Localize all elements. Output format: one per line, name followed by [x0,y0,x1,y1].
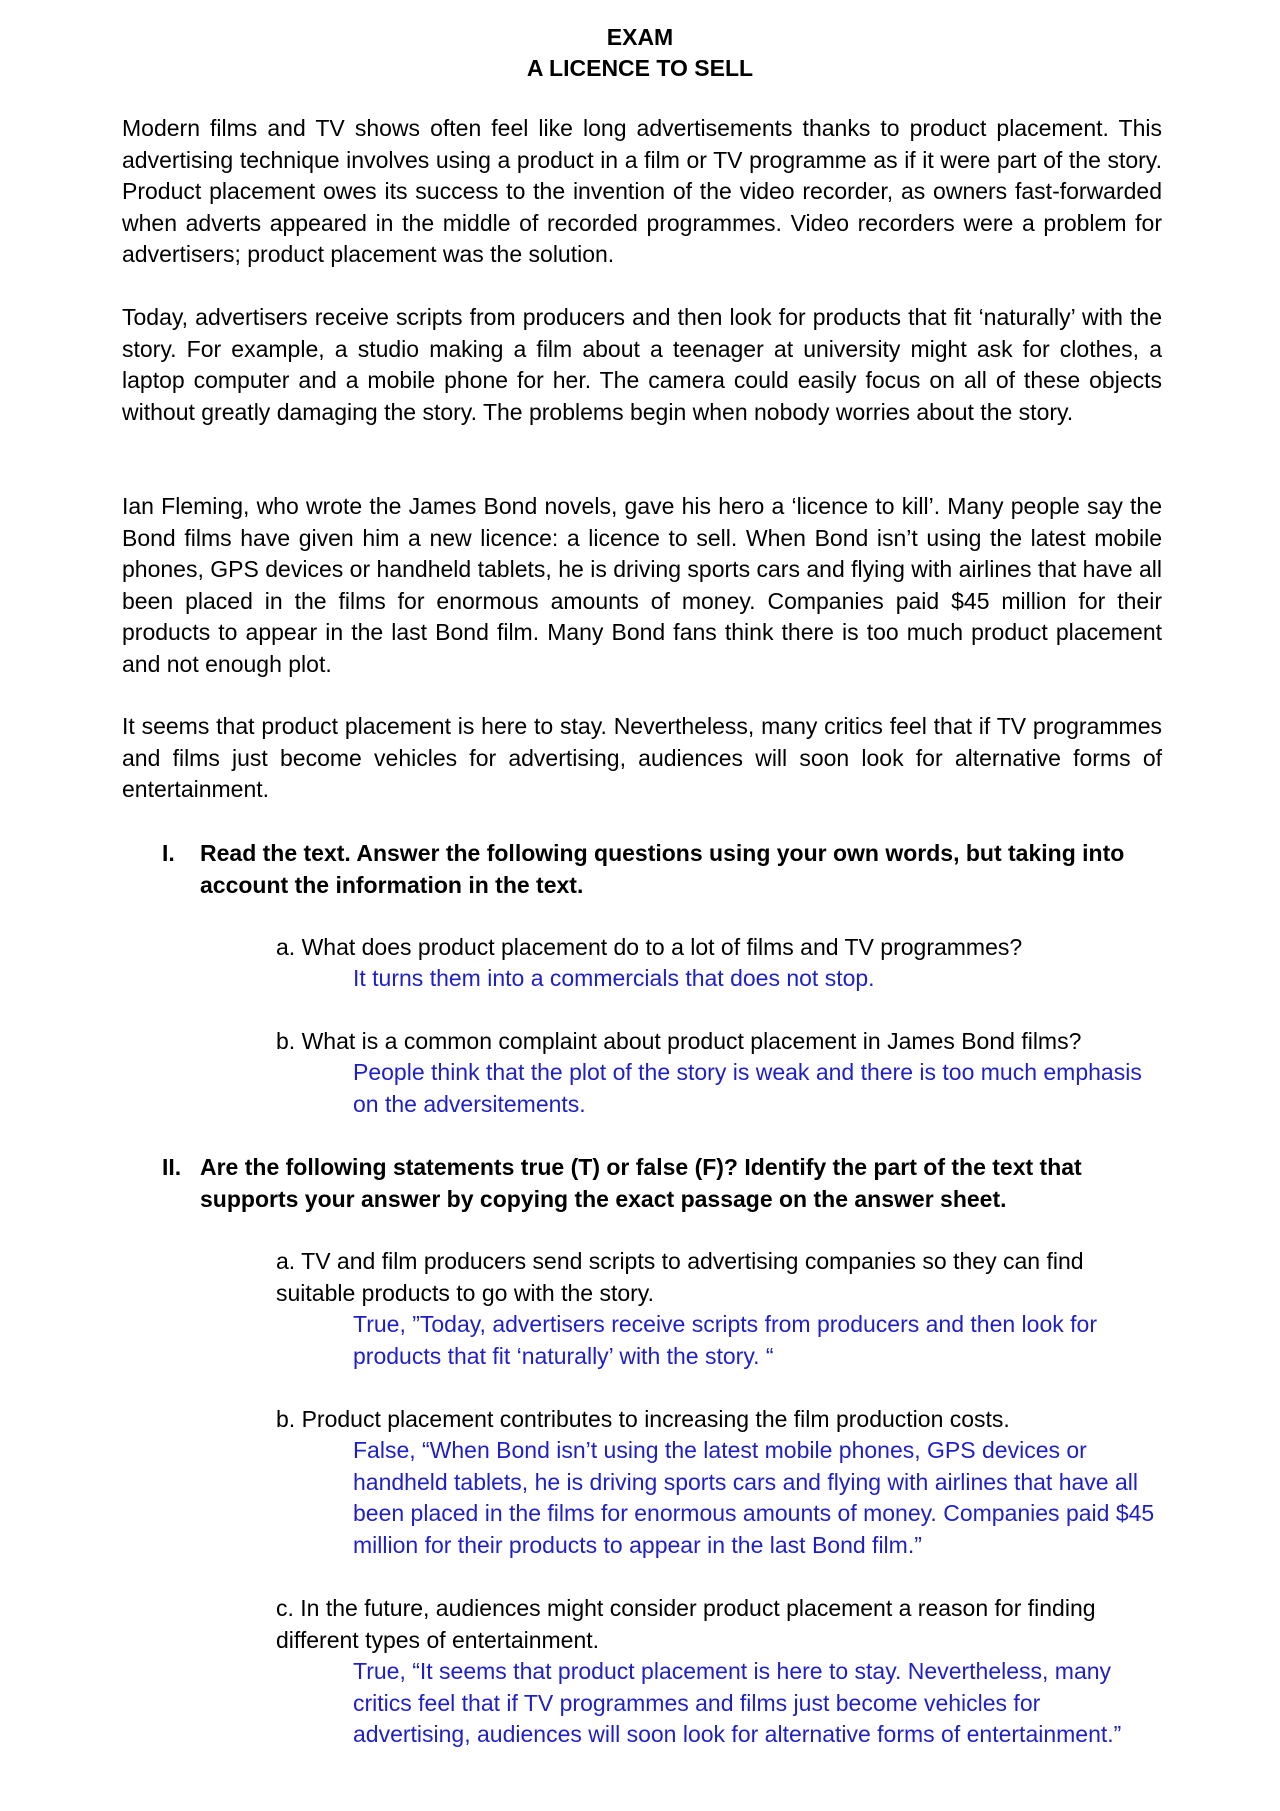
section-number: I. [162,840,175,866]
statement: c. In the future, audiences might consider product placement a reason for finding different types of entertainment. [276,1595,1096,1653]
section-instruction: Are the following statements true (T) or false (F)? Identify the part of the text that supports your answer by copying the exact passage on the answer sheet. [200,1154,1082,1212]
passage-paragraph-1: Modern films and TV shows often feel like long advertisements thanks to product placement. This advertising technique involves using a product in a film or TV programme as if it were part of the story. Product placement owes its success to the invention of the video recorder, as owners fast-forwarded when adverts appeared in the middle of recorded programmes. Video recorders were a problem for advertisers; product placement was the solution. [122,115,1162,267]
section-number: II. [162,1154,182,1180]
section-instruction: Read the text. Answer the following questions using your own words, but taking into account the information in the text. [200,840,1125,898]
statement: b. Product placement contributes to increasing the film production costs. [276,1406,1010,1432]
page-subtitle: A LICENCE TO SELL [526,55,754,81]
answer: It turns them into a commercials that does not stop. [353,965,875,991]
question: b. What is a common complaint about product placement in James Bond films? [276,1028,1082,1054]
header [0,22,1280,84]
passage-paragraph-4: It seems that product placement is here to stay. Nevertheless, many critics feel that if TV programmes and films just become vehicles for advertising, audiences will soon look for alternative forms of entertainment. [122,713,1162,802]
passage-paragraph-2: Today, advertisers receive scripts from producers and then look for products that fit ‘naturally’ with the story. For example, a studio making a film about a teenager at university might ask for clothes, a laptop computer and a mobile phone for her. The camera could easily focus on all of these objects without greatly damaging the story. The problems begin when nobody worries about the story. [122,304,1162,425]
page-title: EXAM [606,24,674,50]
answer: True, ”Today, advertisers receive scripts from producers and then look for products that fit ‘naturally’ with the story. “ [353,1311,1097,1369]
statement: a. TV and film producers send scripts to advertising companies so they can find suitable products to go with the story. [276,1248,1084,1306]
answer: True, “It seems that product placement is here to stay. Nevertheless, many critics feel that if TV programmes and films just become vehicles for advertising, audiences will soon look for alternative forms of entertainment.” [353,1658,1122,1747]
passage-paragraph-3: Ian Fleming, who wrote the James Bond novels, gave his hero a ‘licence to kill’. Many people say the Bond films have given him a new licence: a licence to sell. When Bond isn’t using the latest mobile phones, GPS devices or handheld tablets, he is driving sports cars and flying with airlines that have all been placed in the films for enormous amounts of money. Companies paid $45 million for their products to appear in the last Bond film. Many Bond fans think there is too much product placement and not enough plot. [122,493,1162,677]
question: a. What does product placement do to a lot of films and TV programmes? [276,934,1023,960]
answer: People think that the plot of the story is weak and there is too much emphasis on the adversitements. [353,1059,1142,1117]
answer: False, “When Bond isn’t using the latest mobile phones, GPS devices or handheld tablets, he is driving sports cars and flying with airlines that have all been placed in the films for enormous amounts of money. Companies paid $45 million for their products to appear in the last Bond film.” [353,1437,1155,1558]
